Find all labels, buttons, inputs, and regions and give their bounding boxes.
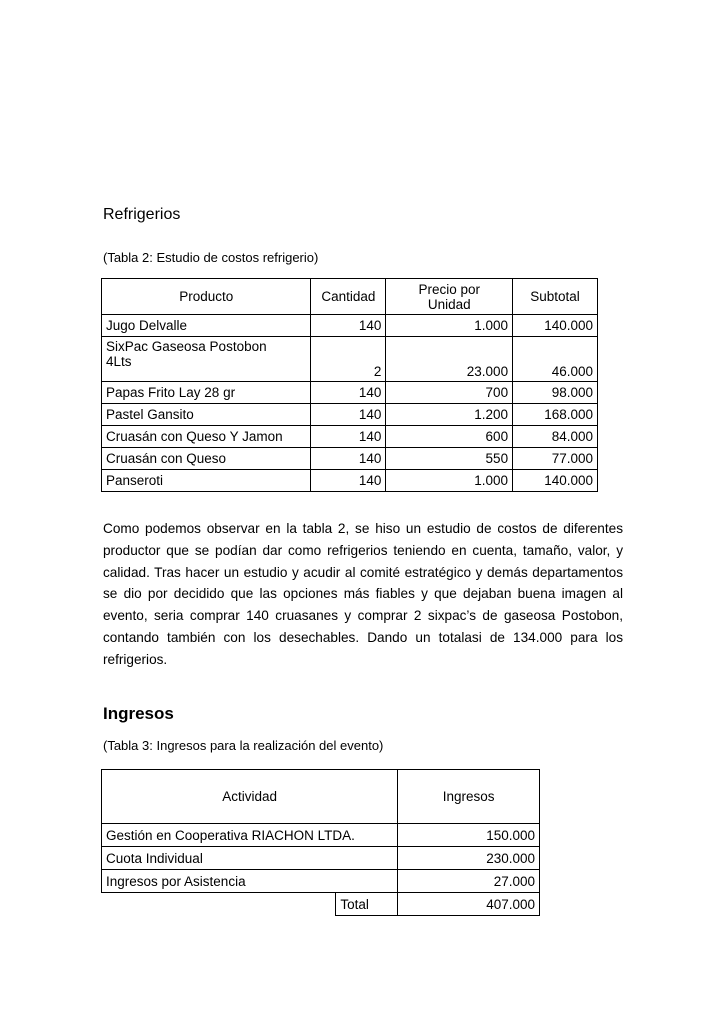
- cell-cantidad: 140: [311, 404, 386, 426]
- total-label: Total: [336, 893, 398, 916]
- cell-actividad: Cuota Individual: [102, 847, 398, 870]
- cell-subtotal: 84.000: [513, 426, 598, 448]
- cost-table: [101, 278, 598, 492]
- table-row: [102, 382, 598, 404]
- table-row: [102, 315, 598, 337]
- cell-producto: Cruasán con Queso: [102, 448, 311, 470]
- cell-subtotal: 77.000: [513, 448, 598, 470]
- table2-caption: (Tabla 2: Estudio de costos refrigerio): [103, 250, 319, 265]
- cell-cantidad: 140: [311, 470, 386, 492]
- cell-cantidad: 140: [311, 315, 386, 337]
- cell-actividad: Ingresos por Asistencia: [102, 870, 398, 893]
- cell-ingresos: 230.000: [398, 847, 540, 870]
- header-producto: Producto: [102, 279, 311, 315]
- header-ingresos: Ingresos: [398, 770, 540, 824]
- total-value: 407.000: [398, 893, 540, 916]
- cell-cantidad: 140: [311, 448, 386, 470]
- cell-subtotal: 46.000: [513, 337, 598, 382]
- cell-producto: Jugo Delvalle: [102, 315, 311, 337]
- cell-subtotal: 140.000: [513, 470, 598, 492]
- header-precio: [386, 279, 513, 315]
- cell-precio: 700: [386, 382, 513, 404]
- header-precio-line1: Precio por: [418, 281, 480, 297]
- cell-actividad: Gestión en Cooperativa RIACHON LTDA.: [102, 824, 398, 847]
- table-row: [102, 404, 598, 426]
- header-precio-line2: Unidad: [427, 296, 471, 312]
- cell-precio: 23.000: [386, 337, 513, 382]
- cell-ingresos: 27.000: [398, 870, 540, 893]
- cell-cantidad: 140: [311, 426, 386, 448]
- table3-caption: (Tabla 3: Ingresos para la realización del evento): [103, 738, 384, 753]
- cell-precio: 600: [386, 426, 513, 448]
- table-row: [102, 426, 598, 448]
- cell-precio: 1.000: [386, 470, 513, 492]
- table-row: [102, 847, 540, 870]
- cell-precio: 1.200: [386, 404, 513, 426]
- table-row: [102, 824, 540, 847]
- header-cantidad: Cantidad: [311, 279, 386, 315]
- cell-subtotal: 140.000: [513, 315, 598, 337]
- cell-cantidad: 2: [311, 337, 386, 382]
- cell-precio: 1.000: [386, 315, 513, 337]
- cell-producto-line1: SixPac Gaseosa Postobon: [106, 339, 267, 354]
- section-title-refrigerios: Refrigerios: [103, 206, 181, 223]
- header-actividad: Actividad: [102, 770, 398, 824]
- body-paragraph: Como podemos observar en la tabla 2, se hiso un estudio de costos de diferentes productor que se podían dar como refrigerios teniendo en cuenta, tamaño, valor, y calidad. Tras hacer un estudio y acudir al comité estratégico y demás departamentos se dio por decidido que las opciones más fiables y que dejaban buena imagen al evento, seria comprar 140 cruasanes y comprar 2 sixpac’s de gaseosa Postobon, contando también con los desechables. Dando un totalasi de 134.000 para los refrigerios.: [103, 521, 623, 667]
- section-title-ingresos: Ingresos: [103, 704, 174, 723]
- cell-precio: 550: [386, 448, 513, 470]
- total-row: [102, 893, 540, 916]
- table-row: [102, 870, 540, 893]
- cell-subtotal: 98.000: [513, 382, 598, 404]
- blank-cell: [102, 893, 336, 916]
- cell-subtotal: 168.000: [513, 404, 598, 426]
- cell-producto: Cruasán con Queso Y Jamon: [102, 426, 311, 448]
- table-header-row: [102, 279, 598, 315]
- cell-producto: Papas Frito Lay 28 gr: [102, 382, 311, 404]
- cell-producto: Pastel Gansito: [102, 404, 311, 426]
- cell-cantidad: 140: [311, 382, 386, 404]
- income-table: [101, 769, 540, 916]
- cell-producto-line2: 4Lts: [106, 354, 132, 369]
- table-row: [102, 448, 598, 470]
- cell-producto: Panseroti: [102, 470, 311, 492]
- cell-producto: [102, 337, 311, 382]
- header-subtotal: Subtotal: [513, 279, 598, 315]
- cell-ingresos: 150.000: [398, 824, 540, 847]
- table-header-row: [102, 770, 540, 824]
- table-row: [102, 470, 598, 492]
- table-row: [102, 337, 598, 382]
